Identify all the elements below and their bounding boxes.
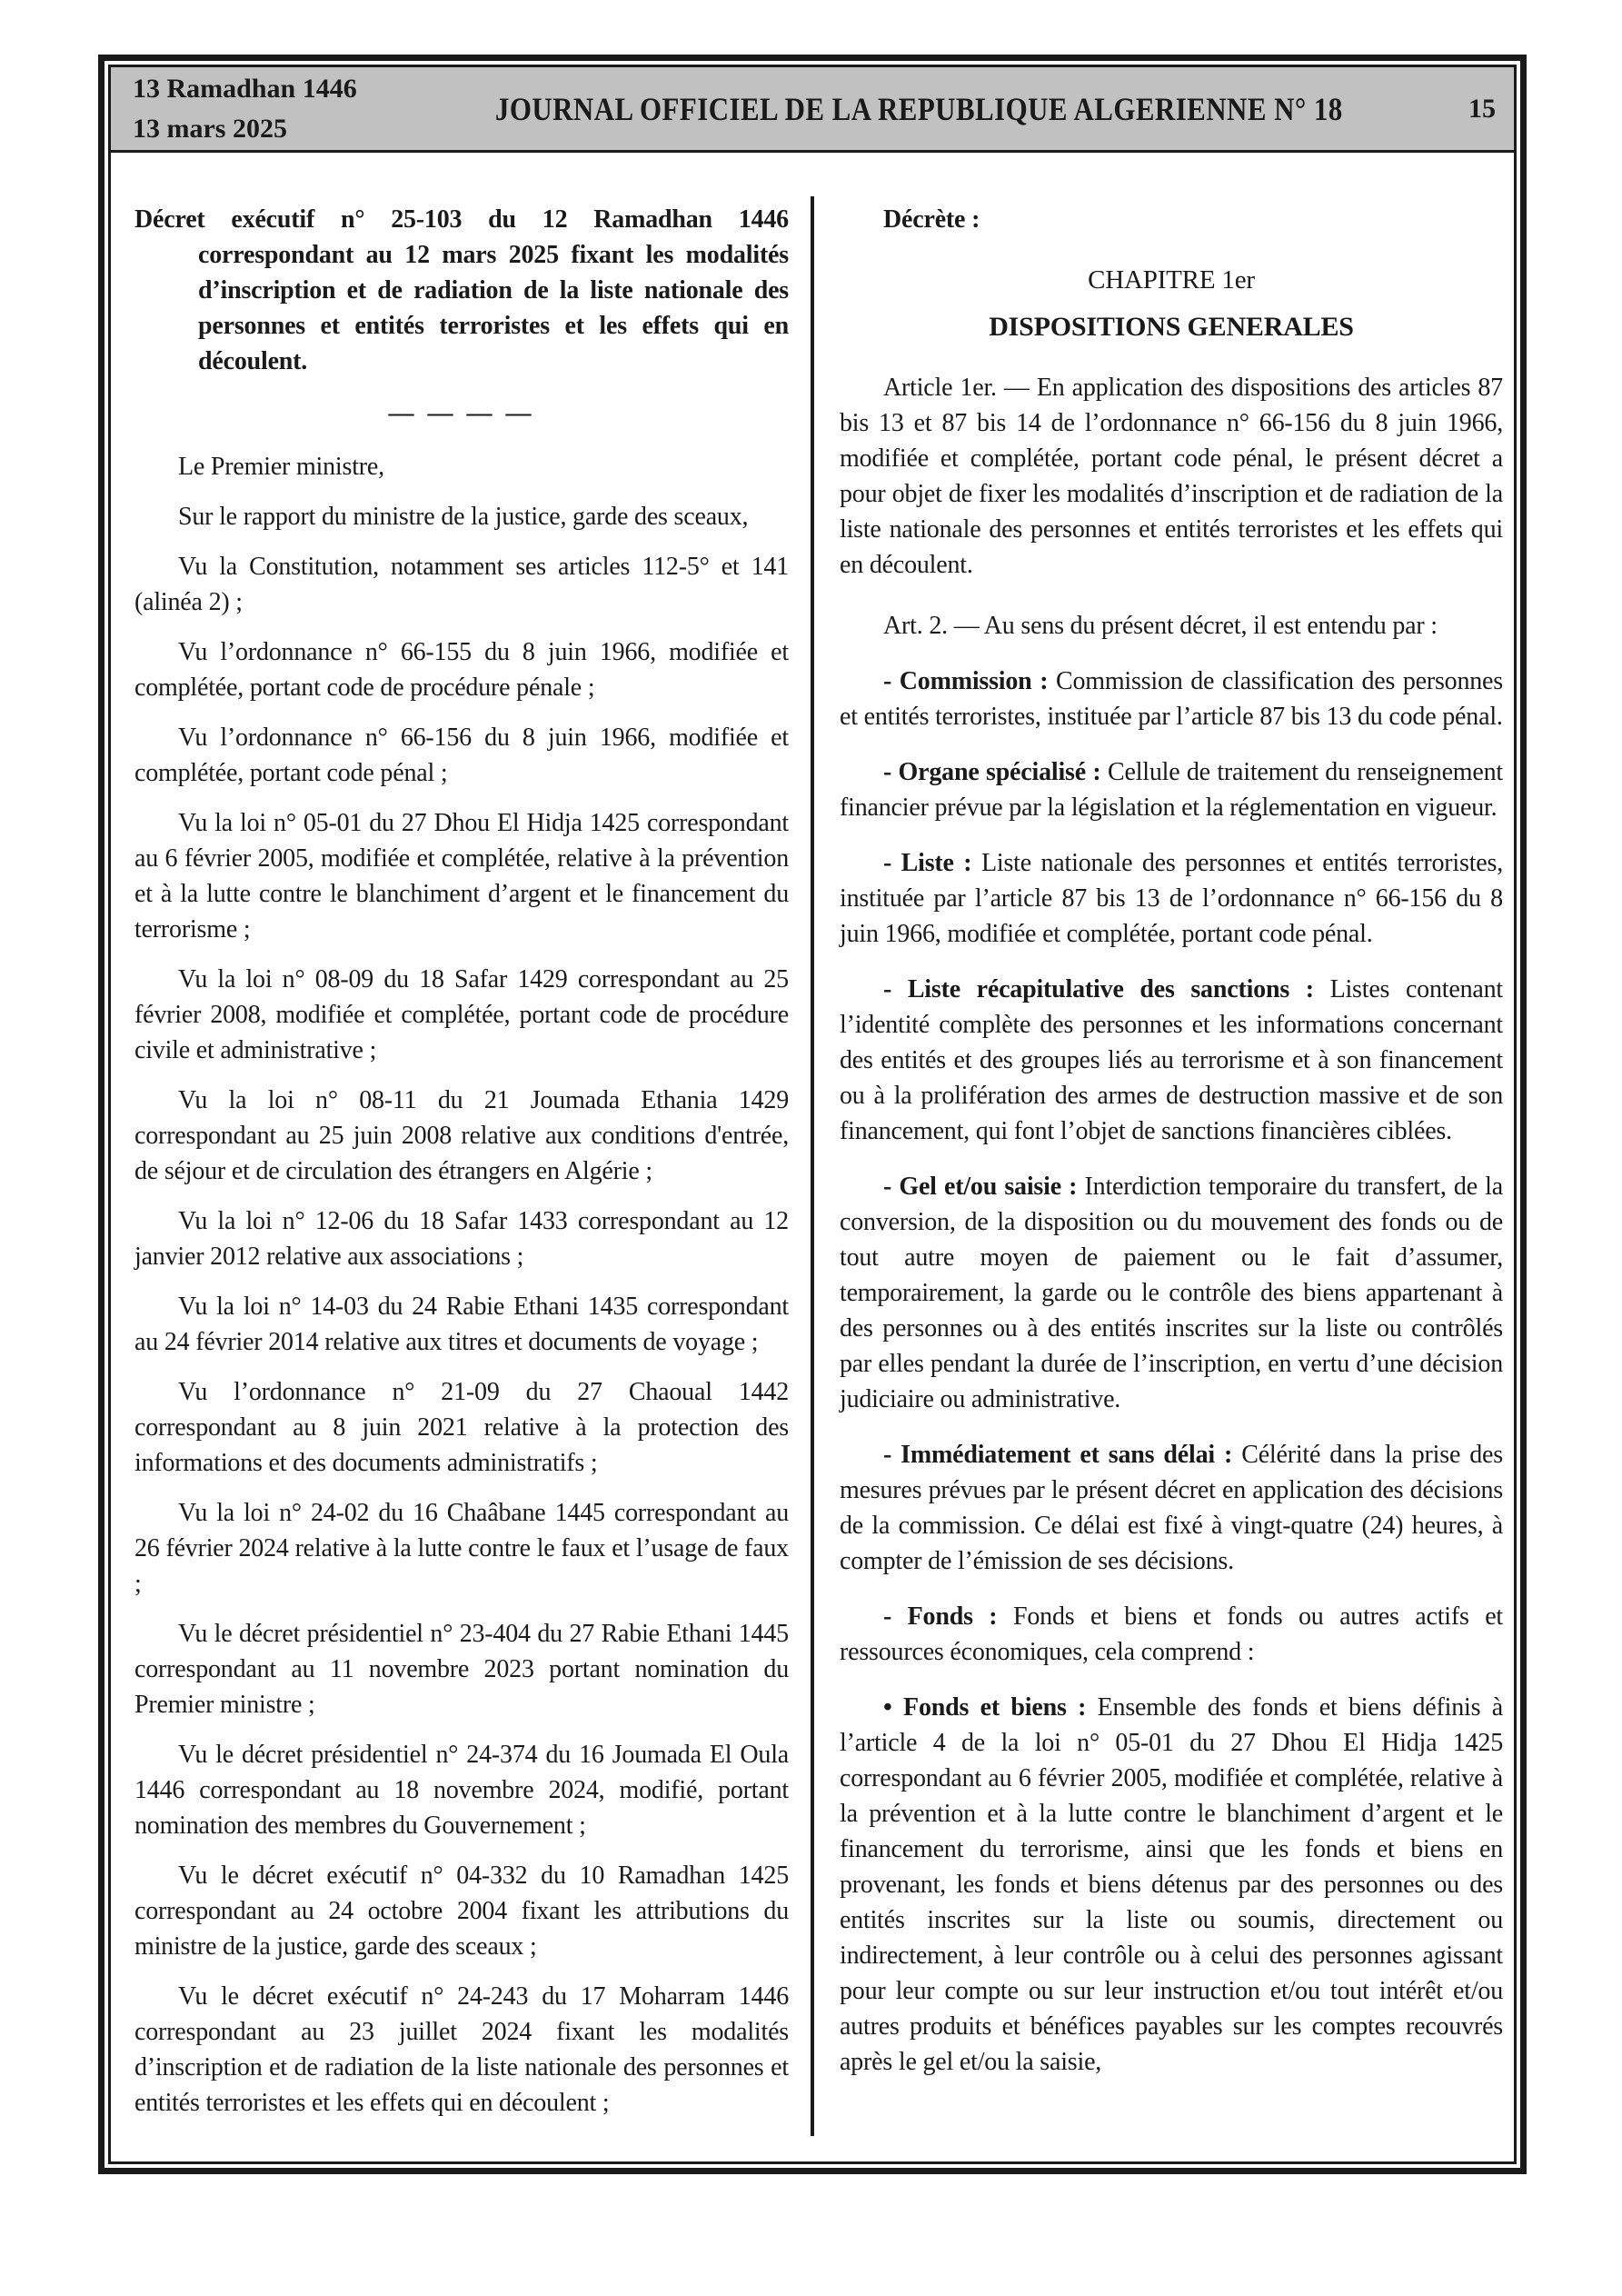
definition-text: Célérité dans la prise des mesures prévues par le présent décret en application des décisions de la commission. Ce délai est fixé à vingt-quatre (24) heures, à compter de l’émission de ses décisions. (840, 1441, 1503, 1575)
definition-text: Interdiction temporaire du transfert, de la conversion, de la disposition ou du mouvement des fonds ou de tout autre moyen de paiement ou le fait d’assumer, temporairement, la garde ou le contrôle des biens appartenant à des personnes ou à des entités inscrites sur la liste ou contrôlés par elles pendant la durée de l’inscription, en vertu d’une décision judiciaire ou administrative. (840, 1173, 1503, 1413)
definition-text: Commission de classification des personnes et entités terroristes, instituée par l’article 87 bis 13 du code pénal. (840, 667, 1503, 731)
paragraph-visa: Vu le décret exécutif n° 04-332 du 10 Ramadhan 1425 correspondant au 24 octobre 2004 fixant les attributions du ministre de la justice, garde des sceaux ; (134, 1862, 789, 1961)
separator-dashes: — — — — (388, 399, 535, 427)
paragraph-visa: Vu l’ordonnance n° 21-09 du 27 Chaoual 1442 correspondant au 8 juin 2021 relative à la protection des informations et des documents administratifs ; (134, 1378, 789, 1477)
definition-lead: - Commission : (883, 667, 1049, 695)
chapter-heading: CHAPITRE 1er (1088, 265, 1255, 294)
paragraph-visa: Vu la loi n° 14-03 du 24 Rabie Ethani 1435 correspondant au 24 février 2014 relative aux titres et documents de voyage ; (134, 1293, 789, 1356)
paragraph-visa: Vu le décret exécutif n° 24-243 du 17 Moharram 1446 correspondant au 23 juillet 2024 fixant les modalités d’inscription et de radiation de la liste nationale des personnes et entités terroristes et les effets qui en découlent ; (134, 1982, 789, 2117)
definition-text: Liste nationale des personnes et entités terroristes, instituée par l’article 87 bis 13 de l’ordonnance n° 66-156 du 8 juin 1966, modifiée et complétée, portant code pénal. (840, 849, 1503, 948)
definition-text: Ensemble des fonds et biens définis à l’article 4 de la loi n° 05-01 du 27 Dhou El Hidja 1425 correspondant au 6 février 2005, modifiée et complétée, relative à la prévention et à la lutte contre le blanchiment d’argent et le financement du terrorisme, ainsi que les fonds et biens en provenant, les fonds et biens détenus par des personnes ou des entités inscrites sur la liste ou soumis, directement ou indirectement, à leur contrôle ou à celui des personnes agissant pour leur compte ou sur leur instruction et/ou tout intérêt et/ou autres produits et bénéfices payables sur les comptes recouvrés après le gel et/ou la saisie, (840, 1693, 1503, 2076)
paragraph-rapport: Sur le rapport du ministre de la justice, garde des sceaux, (178, 503, 749, 531)
paragraph-visa: Vu l’ordonnance n° 66-155 du 8 juin 1966, modifiée et complétée, portant code de procédure pénale ; (134, 638, 789, 702)
left-column (134, 202, 789, 2161)
page-header-band (111, 67, 1514, 153)
definition-commission (840, 664, 1503, 734)
definition-lead: - Immédiatement et sans délai : (883, 1441, 1233, 1469)
paragraph-visa: Vu la loi n° 08-11 du 21 Joumada Ethania 1429 correspondant au 25 juin 2008 relative aux conditions d'entrée, de séjour et de circulation des étrangers en Algérie ; (134, 1086, 789, 1185)
definition-gel-saisie (840, 1169, 1503, 1417)
definition-lead: • Fonds et biens : (883, 1693, 1087, 1722)
definition-lead: - Fonds : (883, 1602, 998, 1631)
article-2: Art. 2. — Au sens du présent décret, il est entendu par : (883, 612, 1438, 640)
definition-fonds (840, 1599, 1503, 1670)
paragraph-visa: Vu la loi n° 08-09 du 18 Safar 1429 correspondant au 25 février 2008, modifiée et complétée, portant code de procédure civile et administrative ; (134, 965, 789, 1064)
definition-text: Fonds et biens et fonds ou autres actifs et ressources économiques, cela comprend : (840, 1602, 1504, 1666)
definition-lead: - Organe spécialisé : (883, 758, 1101, 786)
definition-lead: - Liste récapitulative des sanctions : (883, 975, 1314, 1003)
paragraph-visa: Vu le décret présidentiel n° 24-374 du 16 Joumada El Oula 1446 correspondant au 18 novembre 2024, modifié, portant nomination des membres du Gouvernement ; (134, 1741, 789, 1840)
header-dates (111, 69, 405, 149)
definition-liste-recapitulative (840, 972, 1503, 1149)
decree-title: Décret exécutif n° 25-103 du 12 Ramadhan 1446 correspondant au 12 mars 2025 fixant les modalités d’inscription et de radiation de la liste nationale des personnes et entités terroristes et les effets qui en découlent. (134, 205, 789, 375)
page-frame-inner (108, 65, 1517, 2164)
paragraph-visa: Vu la loi n° 12-06 du 18 Safar 1433 correspondant au 12 janvier 2012 relative aux associations ; (134, 1207, 789, 1271)
right-column (840, 202, 1503, 2161)
definition-liste (840, 845, 1503, 952)
hijri-date: 13 Ramadhan 1446 (133, 73, 357, 104)
definition-lead: - Liste : (883, 849, 972, 877)
definition-organe-specialise (840, 754, 1503, 825)
page-number: 15 (1468, 93, 1496, 124)
column-divider-rule (811, 196, 814, 2136)
definition-lead: - Gel et/ou saisie : (883, 1173, 1078, 1201)
paragraph-visa: Vu l’ordonnance n° 66-156 du 8 juin 1966, modifiée et complétée, portant code pénal ; (134, 724, 789, 787)
article-1: Article 1er. — En application des dispositions des articles 87 bis 13 et 87 bis 14 de l’ordonnance n° 66-156 du 8 juin 1966, modifiée et complétée, portant code pénal, le présent décret a pour objet de fixer les modalités d’inscription et de radiation de la liste nationale des personnes et entités terroristes et les effets qui en découlent. (840, 374, 1503, 579)
paragraph-visa: Vu la Constitution, notamment ses articles 112-5° et 141 (alinéa 2) ; (134, 553, 789, 616)
definition-text: Cellule de traitement du renseignement financier prévue par la législation et la réglementation en vigueur. (840, 758, 1503, 822)
definition-immediatement (840, 1437, 1503, 1579)
journal-title-wrap (405, 90, 1432, 128)
paragraph-visa: Vu le décret présidentiel n° 23-404 du 27 Rabie Ethani 1445 correspondant au 11 novembre 2023 portant nomination du Premier ministre ; (134, 1620, 789, 1719)
gregorian-date: 13 mars 2025 (133, 113, 287, 144)
paragraph-visa: Vu la loi n° 24-02 du 16 Chaâbane 1445 correspondant au 26 février 2024 relative à la lutte contre le faux et l’usage de faux ; (134, 1499, 789, 1598)
journal-title: JOURNAL OFFICIEL DE LA REPUBLIQUE ALGERIENNE N° 18 (494, 90, 1343, 127)
definition-fonds-et-biens (840, 1690, 1503, 2080)
page-frame (98, 55, 1527, 2174)
chapter-subheading: DISPOSITIONS GENERALES (989, 312, 1354, 342)
paragraph-premier-ministre: Le Premier ministre, (178, 453, 384, 481)
paragraph-visa: Vu la loi n° 05-01 du 27 Dhou El Hidja 1425 correspondant au 6 février 2005, modifiée et complétée, relative à la prévention et à la lutte contre le blanchiment d’argent et le financement du terrorisme ; (134, 809, 789, 943)
page-content (111, 153, 1514, 2161)
definition-text: Listes contenant l’identité complète des personnes et les informations concernant des entités et des groupes liés au terrorisme et à son financement ou à la prolifération des armes de destruction massive et de son financement, qui font l’objet de sanctions financières ciblées. (840, 975, 1503, 1145)
decrete-heading: Décrète : (883, 205, 980, 234)
